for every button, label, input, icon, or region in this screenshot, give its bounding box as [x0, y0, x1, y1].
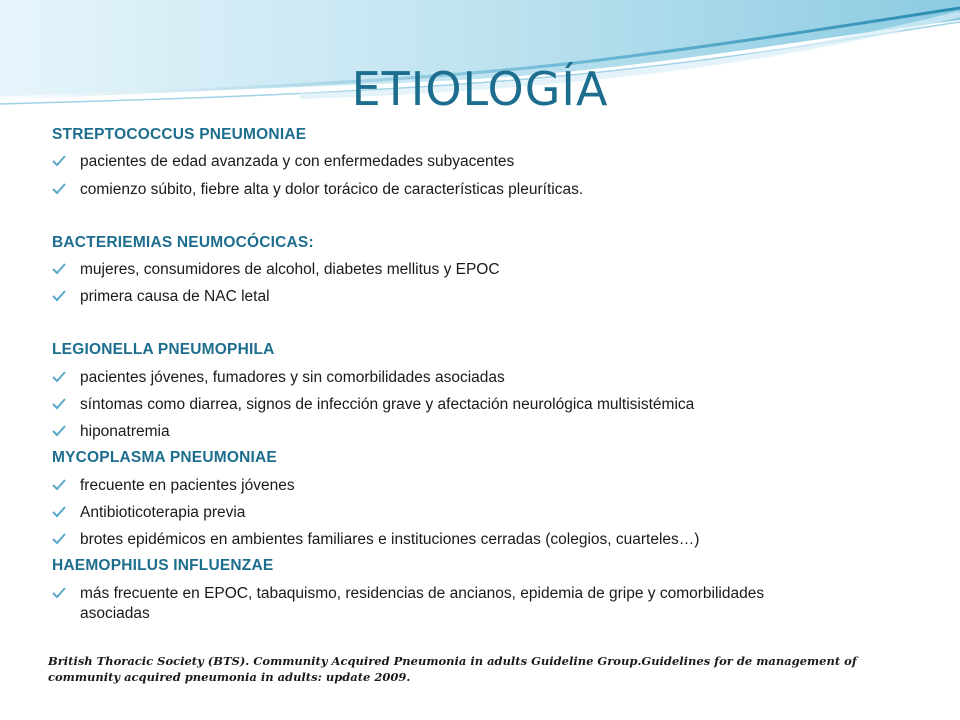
list-item: [52, 503, 892, 523]
section-heading-bacteriemias: BACTERIEMIAS NEUMOCÓCICAS:: [52, 234, 314, 251]
checkmark-icon: [52, 532, 66, 546]
bullet-text: pacientes jóvenes, fumadores y sin comorbilidades asociadas: [80, 369, 505, 386]
bullet-text: primera causa de NAC letal: [80, 288, 270, 305]
bullet-text: comienzo súbito, fiebre alta y dolor torácico de características pleuríticas.: [80, 181, 584, 198]
section-heading-streptococcus: STREPTOCOCCUS PNEUMONIAE: [52, 126, 307, 143]
checkmark-icon: [52, 370, 66, 384]
list-item: [52, 287, 892, 307]
checkmark-icon: [52, 182, 66, 196]
checkmark-icon: [52, 397, 66, 411]
list-item: [52, 395, 892, 415]
checkmark-icon: [52, 478, 66, 492]
bullet-text: más frecuente en EPOC, tabaquismo, residencias de ancianos, epidemia de gripe y comorbilidades asociadas: [80, 585, 765, 622]
checkmark-icon: [52, 262, 66, 276]
checkmark-icon: [52, 505, 66, 519]
list-item: [52, 368, 892, 388]
list-item: [52, 180, 892, 200]
section-heading-legionella: LEGIONELLA PNEUMOPHILA: [52, 341, 275, 358]
bullet-text: Antibioticoterapia previa: [80, 504, 246, 521]
citation: British Thoracic Society (BTS). Community Acquired Pneumonia in adults Guideline Group.Guidelines for de management of community acquired pneumonia in adults: update 2009.: [48, 654, 857, 684]
section-heading-mycoplasma: MYCOPLASMA PNEUMONIAE: [52, 449, 277, 466]
bullet-text: hiponatremia: [80, 423, 170, 440]
list-item: [52, 260, 892, 280]
list-item: [52, 152, 892, 172]
bullet-text: frecuente en pacientes jóvenes: [80, 477, 295, 494]
bullet-text: síntomas como diarrea, signos de infección grave y afectación neurológica multisistémica: [80, 396, 695, 413]
list-item: [52, 530, 892, 550]
checkmark-icon: [52, 424, 66, 438]
checkmark-icon: [52, 154, 66, 168]
bullet-text: mujeres, consumidores de alcohol, diabetes mellitus y EPOC: [80, 261, 500, 278]
checkmark-icon: [52, 289, 66, 303]
section-heading-haemophilus: HAEMOPHILUS INFLUENZAE: [52, 557, 274, 574]
slide-title: ETIOLOGÍA: [351, 62, 609, 116]
checkmark-icon: [52, 586, 66, 600]
list-item: [52, 584, 892, 624]
bullet-text: brotes epidémicos en ambientes familiares e instituciones cerradas (colegios, cuarteles…): [80, 531, 700, 548]
list-item: [52, 476, 892, 496]
bullet-text: pacientes de edad avanzada y con enfermedades subyacentes: [80, 153, 515, 170]
list-item: [52, 422, 892, 442]
